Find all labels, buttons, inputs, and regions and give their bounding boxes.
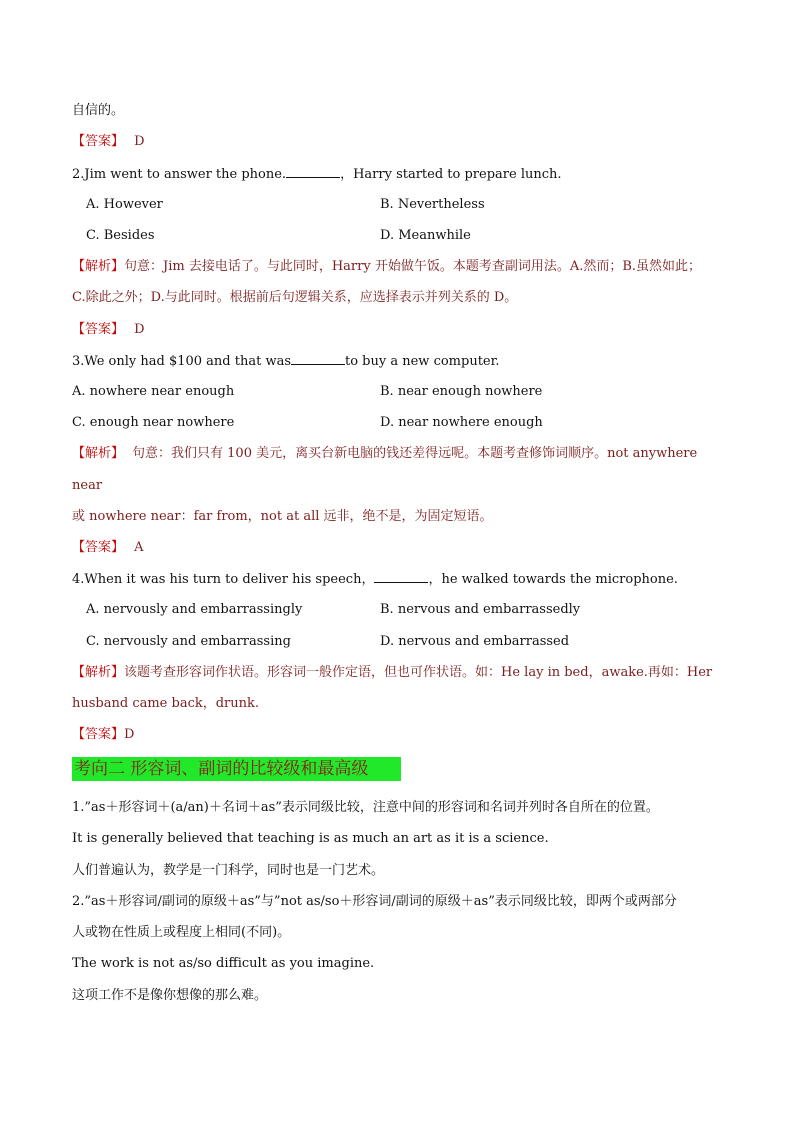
body-line-1: 1.”as＋形容词＋(a/an)＋名词＋as”表示同级比较，注意中间的形容词和名词并列时各自所在的位置。	[72, 800, 659, 815]
q4-option-b: B. nervous and embarrassedly	[380, 602, 581, 617]
q2-analysis-line-2: C.除此之外；D.与此同时。根据前后句逻辑关系，应选择表示并列关系的 D。	[72, 290, 518, 305]
analysis-label: 【解析】	[72, 259, 125, 274]
analysis-label: 【解析】	[72, 665, 125, 680]
q3-answer: A	[134, 540, 144, 555]
q2-blank	[286, 165, 340, 178]
q3-option-b: B. near enough nowhere	[380, 384, 543, 399]
body-line-7: 这项工作不是像你想像的那么难。	[72, 988, 268, 1003]
q3-blank	[291, 352, 345, 365]
section-heading: 考向二 形容词、副词的比较级和最高级	[72, 757, 401, 781]
body-line-2: It is generally believed that teaching is as much an art as it is a science.	[72, 831, 549, 846]
q4-blank	[374, 570, 428, 583]
body-line-4: 2.”as＋形容词/副词的原级＋as”与”not as/so＋形容词/副词的原级＋as”表示同级比较，即两个或两部分	[72, 894, 677, 909]
q1-answer: D	[134, 134, 145, 149]
q2-stem	[72, 165, 562, 184]
q3-analysis-line-1: 【解析】 句意：我们只有 100 美元，离买台新电脑的钱还差得远呢。本题考查修饰词顺序。not anywhere	[72, 446, 698, 461]
analysis-label: 【解析】	[72, 446, 125, 461]
q3-analysis-line-2: near	[72, 478, 103, 493]
q4-option-c: C. nervously and embarrassing	[86, 634, 291, 649]
q3-option-c: C. enough near nowhere	[72, 415, 235, 430]
answer-label: 【答案】	[72, 134, 125, 149]
answer-label: 【答案】	[72, 322, 125, 337]
q2-answer-row	[72, 321, 145, 339]
q4-option-d: D. nervous and embarrassed	[380, 634, 570, 649]
q2-stem-after: ，Harry started to prepare lunch.	[340, 167, 562, 182]
q2-analysis-line-1: 【解析】句意：Jim 去接电话了。与此同时，Harry 开始做午饭。本题考查副词用法。A.然而；B.虽然如此；	[72, 259, 702, 274]
body-line-6: The work is not as/so difficult as you imagine.	[72, 956, 375, 971]
q1-answer-row	[72, 133, 145, 151]
prev-explanation-end: 自信的。	[72, 103, 125, 118]
q2-option-c: C. Besides	[86, 228, 155, 243]
q3-analysis-line-3: 或 nowhere near：far from，not at all 远非，绝不是，为固定短语。	[72, 509, 493, 524]
q2-answer: D	[134, 322, 145, 337]
q3-answer-row	[72, 539, 144, 557]
q4-answer: D	[124, 727, 135, 742]
answer-label: 【答案】	[72, 727, 125, 742]
q4-stem-after: ，he walked towards the microphone.	[428, 572, 678, 587]
answer-label: 【答案】	[72, 540, 125, 555]
q3-stem-before: 3.We only had $100 and that was	[72, 354, 291, 369]
q2-option-a: A. However	[86, 197, 163, 212]
q3-stem	[72, 352, 500, 371]
q3-option-a: A. nowhere near enough	[72, 384, 235, 399]
q4-answer-row	[72, 726, 134, 744]
q3-stem-after: to buy a new computer.	[345, 354, 500, 369]
q4-stem-before: 4.When it was his turn to deliver his speech，	[72, 572, 375, 587]
q4-option-a: A. nervously and embarrassingly	[86, 602, 303, 617]
q2-option-b: B. Nevertheless	[380, 197, 485, 212]
body-line-5: 人或物在性质上或程度上相同(不同)。	[72, 925, 291, 940]
body-line-3: 人们普遍认为，教学是一门科学，同时也是一门艺术。	[72, 863, 385, 878]
q4-stem	[72, 570, 678, 589]
q2-option-d: D. Meanwhile	[380, 228, 471, 243]
q4-analysis-line-2: husband came back，drunk.	[72, 696, 260, 711]
q2-stem-before: 2.Jim went to answer the phone.	[72, 167, 287, 182]
q3-option-d: D. near nowhere enough	[380, 415, 543, 430]
q4-analysis-line-1: 【解析】该题考查形容词作状语。形容词一般作定语，但也可作状语。如：He lay in bed，awake.再如：Her	[72, 665, 713, 680]
